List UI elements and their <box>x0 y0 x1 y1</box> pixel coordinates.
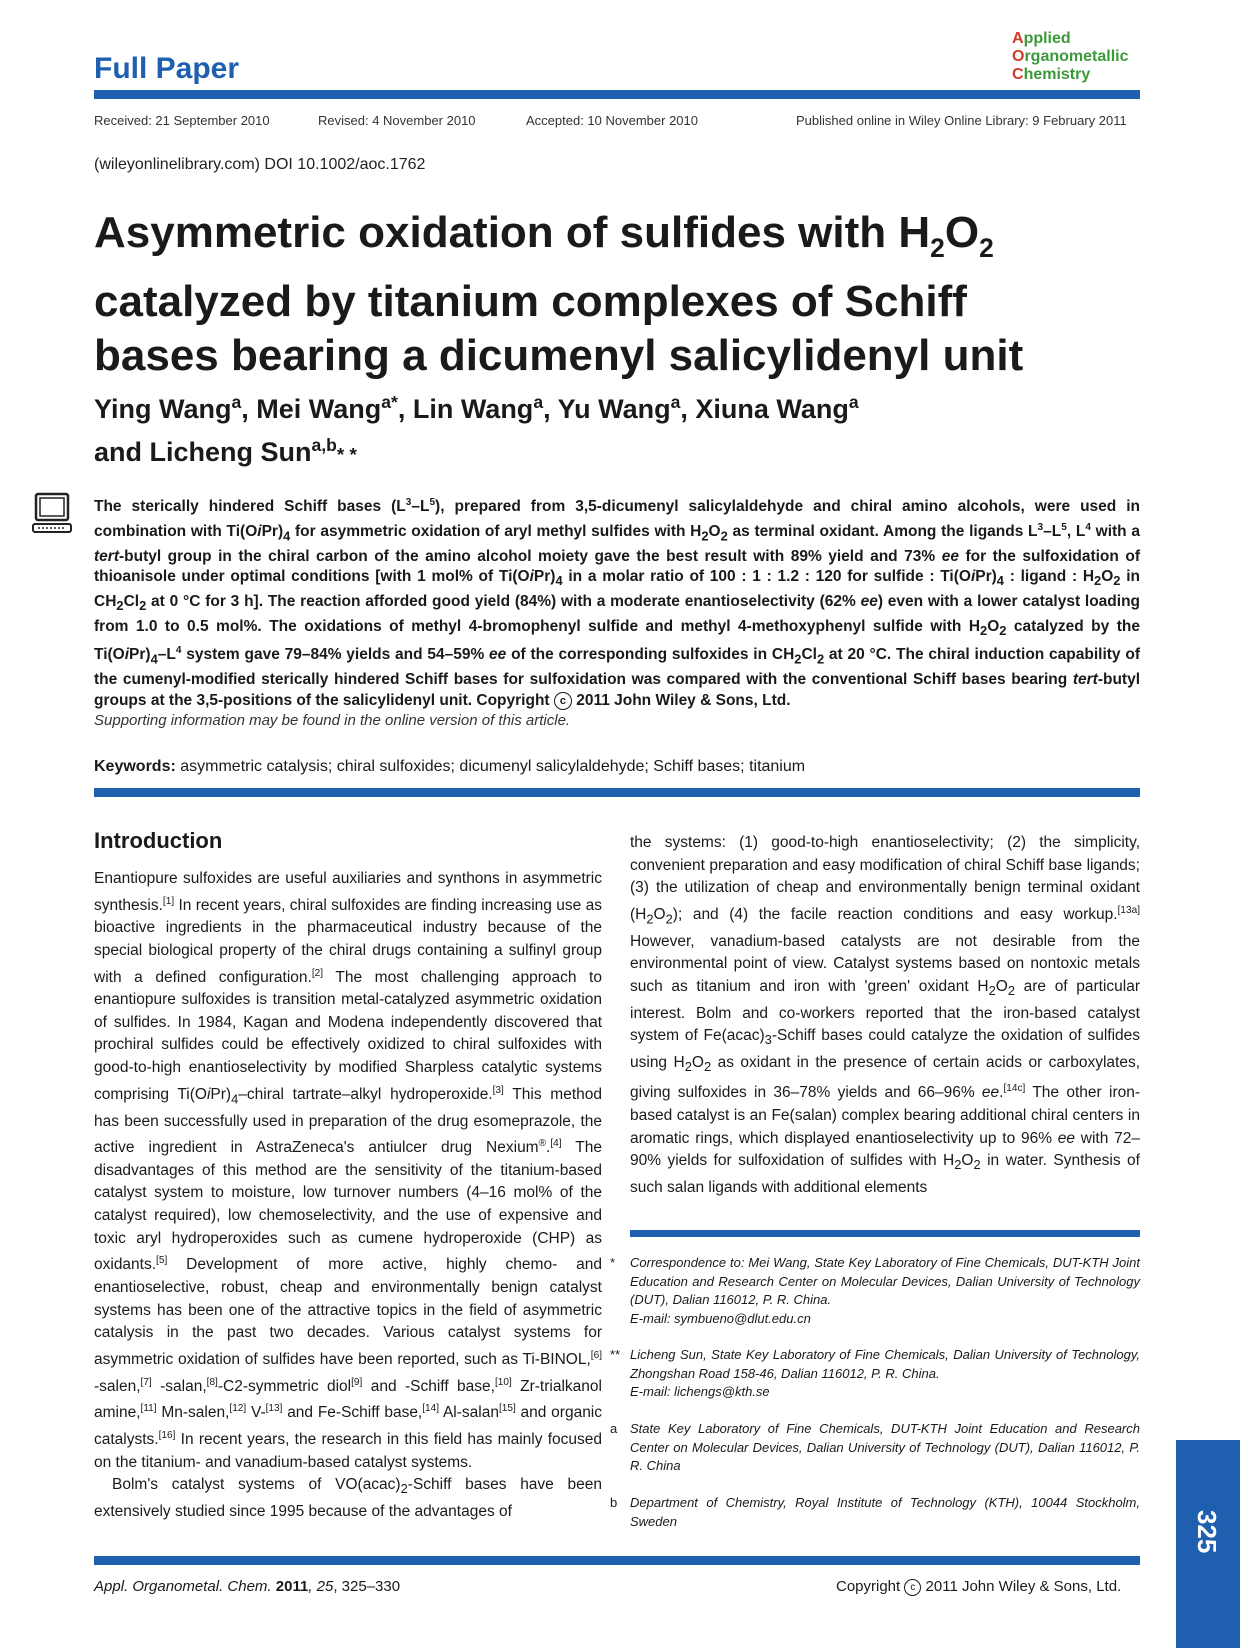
footer-rule <box>94 1556 1140 1565</box>
footnote-affiliation-b: b Department of Chemistry, Royal Institute of Technology (KTH), 10044 Stockholm, Sweden <box>610 1495 1140 1529</box>
page-number: 325 <box>1192 1510 1222 1554</box>
section-label: Full Paper <box>94 52 240 85</box>
intro-heading: Introduction <box>94 828 223 853</box>
article-title: Asymmetric oxidation of sulfides with $H_2O_2$ catalyzed by titanium complexes of Schiff bases bearing a dicumenyl salicylidenyl unit <box>94 208 1024 380</box>
email-link[interactable]: E-mail: lichengs@kth.se <box>630 1384 770 1399</box>
email-link[interactable]: E-mail: symbueno@dlut.edu.cn <box>630 1310 811 1326</box>
computer-icon <box>32 492 72 536</box>
abstract-rule <box>94 788 1140 797</box>
abstract: The sterically hindered Schiff bases $(L^3-L^5)$, prepared from 3,5-dicumenyl salicylaldehyde and chiral amino alcohols, were used in combination with $Ti(OiPr)_4$ for asymmetric oxidation of aryl methyl sulfides with $H_2O_2$ as terminal oxidant. Among the ligands $L^3-L^5$, $L^4$ with a tert-butyl group in the chiral carbon of the amino alcohol moiety gave the best result with 89% yield and 73% ee for the sulfoxidation of thioanisole under optimal conditions [with 1 mol% of $Ti(OiPr)_4$ in a molar ratio of 100 : 1 : 1.2 : 120 for sulfide : $Ti(OiPr)_4$ : ligand : $H_2O_2$ in $CH_2Cl_2$ at 0 °C for 3 h]. The reaction afforded good yield (84%) with a moderate enantioselectivity (62% ee) even with a lower catalyst loading from 1.0 to 0.5 mol%. The oxidations of methyl 4-bromophenyl sulfide and methyl 4-methoxyphenyl sulfide with $H_2O_2$ catalyzed by the $Ti(OiPr)_4-L^4$ system gave 79–84% yields and 54–59% ee of the corresponding sulfoxides in $CH_2Cl_2$ at 20 °C. The chiral induction capability of the cumenyl-modified sterically hindered Schiff bases for sulfoxidation was compared with the conventional Schiff bases bearing tert-butyl groups at the 3,5-positions of the salicylidenyl unit. Copyright c 2011 John Wiley & Sons, Ltd. <box>94 497 1141 709</box>
intro-paragraph-1: Enantiopure sulfoxides are useful auxiliaries and synthons in asymmetric synthesis.[1] In recent years, chiral sulfoxides are finding increasing use as bioactive ingredients in the pharmaceutical industry because of the special biological property of the chiral drugs containing a sulfinyl group with a defined configuration.[2] The most challenging approach to enantiopure sulfoxides is transition metal-catalyzed asymmetric oxidation of sulfides. In 1984, Kagan and Modena independently discovered that prochiral sulfides could be effectively oxidized to chiral sulfoxides with good-to-high enantioselectivity by modified Sharpless catalytic systems comprising $Ti(OiPr)_4$–chiral tartrate–alkyl hydroperoxide.[3] This method has been successfully used in preparation of the drug esomeprazole, the active ingredient in AstraZeneca's antiulcer drug Nexium®.[4] The disadvantages of this method are the sensitivity of the titanium-based catalyst system to moisture, low turnover numbers (4–16 mol% of the catalyst required), low chemoselectivity, and the use of expensive and toxic aryl hydroperoxides such as cumene hydroperoxide (CHP) as oxidants.[5] Development of more active, highly chemo- and enantioselective, robust, cheap and environmentally benign catalyst systems has been one of the attractive topics in the field of asymmetric catalysis in the past two decades. Various catalyst systems for asymmetric oxidation of sulfides have been reported, such as Ti-BINOL,[6] -salen,[7] -salan,[8]-C2-symmetric diol[9] and -Schiff base,[10] Zr-trialkanol amine,[11] Mn-salen,[12] V-[13] and Fe-Schiff base,[14] Al-salan[15] and organic catalysts.[16] In recent years, the research in this field has mainly focused on the titanium- and vanadium-based catalyst systems. <box>94 870 603 1471</box>
header-rule <box>94 90 1140 99</box>
right-column <box>630 832 1140 1200</box>
accepted-date: Accepted: 10 November 2010 <box>526 113 698 128</box>
intro-paragraph-3: the systems: (1) good-to-high enantioselectivity; (2) the simplicity, convenient preparation and easy modification of chiral Schiff base ligands; (3) the utilization of cheap and environmentally benign terminal oxidant $(H_2O_2)$; and (4) the facile reaction conditions and easy workup.[13a] However, vanadium-based catalysts are not desirable from the environmental point of view. Catalyst systems based on nontoxic metals such as titanium and iron with 'green' oxidant $H_2O_2$ are of particular interest. Bolm and co-workers reported that the iron-based catalyst system of $Fe(acac)_3$-Schiff bases could catalyze the oxidation of sulfides using $H_2O_2$ as oxidant in the presence of certain acids or carboxylates, giving sulfoxides in 36–78% yields and 66–96% ee.[14c] The other iron-based catalyst is an Fe(salan) complex bearing additional chiral centers in aromatic rings, which displayed enantioselectivity up to 96% ee with 72–90% yields for sulfoxidation of sulfides with $H_2O_2$ in water. Synthesis of such salan ligands with additional elements <box>630 834 1141 1197</box>
journal-citation: Appl. Organometal. Chem. 2011, 25, 325–330 <box>94 1578 401 1595</box>
copyright-symbol: c <box>554 692 572 710</box>
footnote-affiliation-a: a State Key Laboratory of Fine Chemicals, DUT-KTH Joint Education and Research Center on Molecular Devices, Dalian University of Technology (DUT), Dalian 116012, P. R. China <box>610 1421 1140 1473</box>
doi: (wileyonlinelibrary.com) DOI 10.1002/aoc.1762 <box>94 156 426 173</box>
footer-copyright: Copyright c 2011 John Wiley & Sons, Ltd. <box>836 1578 1122 1595</box>
published-date: Published online in Wiley Online Library: 9 February 2011 <box>796 113 1127 128</box>
supporting-info: Supporting information may be found in the online version of this article. <box>94 712 571 729</box>
footnote-correspondence: * Correspondence to: Mei Wang, State Key Laboratory of Fine Chemicals, DUT-KTH Joint Education and Research Center on Molecular Devices, Dalian University of Technology (DUT), Dalian 116012, P. R. China. E-mail: symbueno@dlut.edu.cn <box>630 1254 1140 1328</box>
revised-date: Revised: 4 November 2010 <box>318 113 476 128</box>
left-column <box>94 868 602 1524</box>
intro-paragraph-2: Bolm's catalyst systems of $VO(acac)_2$-Schiff bases have been extensively studied since 1995 because of the advantages of <box>94 1476 602 1521</box>
footnote-rule <box>630 1230 1140 1237</box>
received-date: Received: 21 September 2010 <box>94 113 270 128</box>
journal-logo: Applied Organometallic Chemistry <box>1012 30 1129 83</box>
footnote-correspondence-2: ** Licheng Sun, State Key Laboratory of Fine Chemicals, Dalian University of Technology, Zhongshan Road 158-46, Dalian 116012, P. R. China. E-mail: lichengs@kth.se <box>630 1346 1140 1402</box>
keywords: Keywords: asymmetric catalysis; chiral sulfoxides; dicumenyl salicylaldehyde; Schiff bases; titanium <box>94 758 806 775</box>
author-list: Ying Wang$^a$, Mei Wang$^{a*}$, Lin Wang$^a$, Yu Wang$^a$, Xiuna Wang$^a$ and Licheng Sun$^{a,b}$* * <box>94 392 859 467</box>
